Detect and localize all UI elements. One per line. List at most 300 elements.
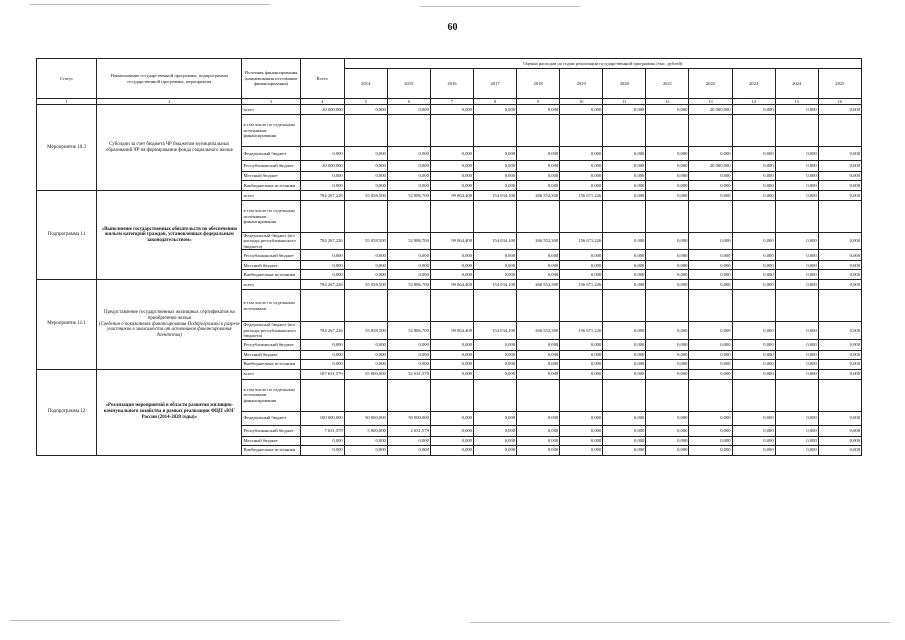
column-index: 8 [473, 99, 516, 105]
cell-year-value [560, 115, 603, 147]
cell-year-value: 55 058,500 [344, 280, 387, 290]
cell-year-value: 0,000 [646, 161, 689, 172]
cell-year-value [818, 115, 861, 147]
cell-year-value: 0,000 [603, 261, 646, 270]
cell-year-value: 0,000 [344, 161, 387, 172]
cell-year-value: 55 058,500 [344, 191, 387, 201]
cell-year-value [732, 379, 775, 411]
cell-year-value [473, 201, 516, 233]
cell-year-value: 0,000 [646, 369, 689, 379]
cell-year-value: 0,000 [473, 369, 516, 379]
column-index: 7 [430, 99, 473, 105]
cell-year-value [473, 379, 516, 411]
cell-year-value: 0,000 [387, 172, 430, 181]
header-status: Статус [37, 59, 97, 99]
cell-year-value [344, 115, 387, 147]
scan-artifact-bottom-2 [470, 622, 890, 623]
cell-year-value: 0,000 [732, 436, 775, 445]
column-index: 3 [242, 99, 300, 105]
cell-year-value: 0,000 [560, 161, 603, 172]
row-name [97, 369, 242, 455]
cell-year-value: 0,000 [560, 425, 603, 436]
cell-year-value: 0,000 [603, 369, 646, 379]
cell-year-value: 0,000 [473, 261, 516, 270]
cell-total: 0,000 [300, 181, 344, 191]
row-status: Мероприятие 11.1 [37, 280, 97, 369]
cell-year-value: 0,000 [818, 105, 861, 115]
cell-year-value [560, 379, 603, 411]
cell-year-value: 0,000 [732, 181, 775, 191]
cell-year-value [603, 290, 646, 322]
cell-year-value: 156 671,226 [560, 322, 603, 339]
cell-year-value: 0,000 [560, 250, 603, 261]
cell-year-value: 0,000 [430, 411, 473, 425]
cell-total: 784 267,226 [300, 191, 344, 201]
cell-year-value: 0,000 [517, 425, 560, 436]
cell-year-value: 0,000 [344, 172, 387, 181]
cell-year-value: 0,000 [387, 436, 430, 445]
cell-year-value: 266 552,300 [517, 322, 560, 339]
cell-year-value: 0,000 [473, 270, 516, 280]
cell-year-value: 20 000,000 [689, 105, 732, 115]
cell-total: 784 267,226 [300, 322, 344, 339]
cell-year-value: 0,000 [689, 322, 732, 339]
cell-year-value: 0,000 [775, 172, 818, 181]
cell-year-value: 2 631,579 [387, 425, 430, 436]
cell-year-value: 154 034,100 [473, 322, 516, 339]
table-row [37, 191, 862, 201]
cell-total [300, 115, 344, 147]
header-year: 2014 [344, 69, 387, 99]
cell-year-value [560, 290, 603, 322]
column-index: 14 [732, 99, 775, 105]
cell-year-value: 0,000 [775, 369, 818, 379]
cell-year-value: 0,000 [689, 270, 732, 280]
cell-year-value: 0,000 [689, 250, 732, 261]
cell-year-value: 0,000 [473, 181, 516, 191]
cell-year-value [689, 201, 732, 233]
cell-year-value: 0,000 [430, 425, 473, 436]
column-index: 16 [818, 99, 861, 105]
table-body [37, 105, 862, 455]
cell-year-value: 0,000 [603, 161, 646, 172]
cell-year-value: 0,000 [560, 411, 603, 425]
cell-year-value: 0,000 [818, 161, 861, 172]
cell-year-value: 0,000 [689, 339, 732, 350]
cell-year-value: 0,000 [732, 322, 775, 339]
cell-year-value: 0,000 [560, 181, 603, 191]
cell-year-value: 0,000 [387, 339, 430, 350]
cell-year-value: 0,000 [775, 105, 818, 115]
cell-year-value: 0,000 [603, 322, 646, 339]
cell-year-value: 0,000 [646, 350, 689, 359]
cell-year-value: 0,000 [387, 445, 430, 455]
cell-year-value: 0,000 [517, 339, 560, 350]
cell-year-value [430, 201, 473, 233]
cell-year-value: 0,000 [430, 350, 473, 359]
cell-total: 0,000 [300, 436, 344, 445]
cell-year-value: 52 886,700 [387, 322, 430, 339]
cell-year-value: 0,000 [775, 359, 818, 369]
cell-year-value: 0,000 [517, 350, 560, 359]
cell-year-value: 55 000,000 [344, 369, 387, 379]
cell-total: 100 000,000 [300, 411, 344, 425]
cell-year-value [603, 379, 646, 411]
cell-year-value: 0,000 [387, 181, 430, 191]
cell-year-value [387, 379, 430, 411]
cell-total: 0,000 [300, 350, 344, 359]
cell-year-value: 0,000 [689, 369, 732, 379]
cell-year-value: 0,000 [732, 359, 775, 369]
row-source: Внебюджетные источники [242, 270, 300, 280]
cell-year-value: 0,000 [818, 172, 861, 181]
cell-year-value: 99 064,400 [430, 322, 473, 339]
cell-year-value: 0,000 [517, 105, 560, 115]
cell-year-value [689, 379, 732, 411]
cell-year-value: 0,000 [818, 445, 861, 455]
cell-year-value: 0,000 [689, 425, 732, 436]
cell-year-value: 0,000 [344, 270, 387, 280]
cell-year-value: 0,000 [603, 436, 646, 445]
cell-year-value: 0,000 [732, 105, 775, 115]
row-source: в том числе по отдельным источникам [242, 290, 300, 322]
cell-year-value: 0,000 [603, 233, 646, 250]
cell-year-value: 0,000 [646, 436, 689, 445]
row-source: Федеральный бюджет [242, 411, 300, 425]
row-name-text: «Реализация мероприятий в области развития жилищно-коммунального хозяйства в рамках реализации ФЦП «ЮГ России (2014-2020 годы)» [103, 403, 235, 420]
header-year: 2020 [603, 69, 646, 99]
cell-year-value: 0,000 [818, 359, 861, 369]
cell-year-value [344, 379, 387, 411]
cell-year-value: 156 671,226 [560, 233, 603, 250]
cell-year-value: 20 000,000 [689, 161, 732, 172]
cell-year-value: 0,000 [387, 147, 430, 161]
cell-total: 20 000,000 [300, 105, 344, 115]
cell-year-value: 0,000 [517, 411, 560, 425]
row-source: Федеральный бюджет [242, 147, 300, 161]
cell-year-value: 0,000 [387, 105, 430, 115]
cell-year-value: 0,000 [430, 261, 473, 270]
cell-year-value: 0,000 [818, 233, 861, 250]
cell-total: 0,000 [300, 359, 344, 369]
cell-year-value: 0,000 [603, 425, 646, 436]
cell-year-value: 0,000 [775, 436, 818, 445]
cell-year-value [517, 379, 560, 411]
row-source: всего [242, 191, 300, 201]
column-index: 11 [603, 99, 646, 105]
cell-year-value: 0,000 [732, 270, 775, 280]
cell-year-value: 266 552,300 [517, 191, 560, 201]
cell-year-value: 0,000 [387, 359, 430, 369]
cell-year-value [818, 201, 861, 233]
cell-year-value: 0,000 [689, 359, 732, 369]
header-year: 2019 [560, 69, 603, 99]
cell-total: 784 267,226 [300, 233, 344, 250]
header-name: Наименование государственной программы, подпрограммы государственной программы, мероприятия [97, 59, 242, 99]
cell-year-value [689, 290, 732, 322]
cell-year-value: 0,000 [775, 322, 818, 339]
cell-year-value: 0,000 [775, 250, 818, 261]
cell-year-value: 0,000 [603, 191, 646, 201]
cell-year-value: 0,000 [517, 436, 560, 445]
cell-year-value: 0,000 [344, 436, 387, 445]
cell-year-value: 0,000 [646, 147, 689, 161]
cell-year-value: 0,000 [473, 445, 516, 455]
cell-year-value: 0,000 [430, 369, 473, 379]
row-source: в том числе по отдельным источникам финансирования [242, 115, 300, 147]
cell-year-value: 0,000 [560, 339, 603, 350]
cell-year-value: 0,000 [646, 359, 689, 369]
cell-year-value: 0,000 [517, 369, 560, 379]
cell-year-value: 0,000 [732, 250, 775, 261]
cell-total: 0,000 [300, 172, 344, 181]
header-year: 2017 [473, 69, 516, 99]
cell-year-value [430, 115, 473, 147]
cell-year-value: 0,000 [646, 339, 689, 350]
header-year: 2021 [646, 69, 689, 99]
cell-year-value: 0,000 [344, 350, 387, 359]
cell-year-value: 0,000 [818, 191, 861, 201]
row-source: Федеральный бюджет (все расходы республиканского бюджета) [242, 233, 300, 250]
cell-year-value: 0,000 [560, 270, 603, 280]
cell-year-value: 0,000 [344, 250, 387, 261]
cell-year-value: 0,000 [689, 350, 732, 359]
cell-year-value: 0,000 [732, 233, 775, 250]
cell-year-value: 0,000 [775, 339, 818, 350]
cell-year-value: 0,000 [689, 436, 732, 445]
header-year: 2023 [732, 69, 775, 99]
cell-year-value [387, 115, 430, 147]
cell-year-value: 0,000 [603, 270, 646, 280]
cell-year-value: 0,000 [473, 105, 516, 115]
row-source: Местный бюджет [242, 261, 300, 270]
cell-year-value: 0,000 [473, 411, 516, 425]
cell-year-value [775, 201, 818, 233]
cell-year-value: 0,000 [473, 161, 516, 172]
cell-year-value: 0,000 [646, 280, 689, 290]
cell-year-value: 0,000 [387, 261, 430, 270]
scan-artifact-top [30, 4, 270, 5]
cell-year-value: 154 034,100 [473, 280, 516, 290]
row-source: Местный бюджет [242, 436, 300, 445]
column-index: 9 [517, 99, 560, 105]
cell-year-value: 0,000 [818, 181, 861, 191]
cell-year-value [689, 115, 732, 147]
cell-year-value [517, 201, 560, 233]
cell-year-value: 0,000 [473, 250, 516, 261]
cell-year-value [775, 290, 818, 322]
row-name [97, 280, 242, 369]
row-source: Внебюджетные источники [242, 359, 300, 369]
cell-year-value: 0,000 [646, 270, 689, 280]
cell-year-value: 0,000 [344, 445, 387, 455]
row-source: Местный бюджет [242, 350, 300, 359]
cell-year-value: 0,000 [818, 339, 861, 350]
cell-year-value: 0,000 [689, 172, 732, 181]
cell-year-value: 0,000 [818, 261, 861, 270]
cell-year-value [473, 290, 516, 322]
cell-year-value: 52 886,700 [387, 191, 430, 201]
cell-year-value: 0,000 [430, 147, 473, 161]
cell-total [300, 290, 344, 322]
cell-year-value: 0,000 [818, 280, 861, 290]
cell-year-value: 0,000 [689, 445, 732, 455]
cell-year-value: 0,000 [560, 350, 603, 359]
cell-year-value: 0,000 [430, 181, 473, 191]
cell-year-value: 0,000 [646, 250, 689, 261]
cell-year-value: 0,000 [689, 181, 732, 191]
row-name-text: «Выполнение государственных обязательств по обеспечению жильем категорий граждан, установленных федеральным законодательством» [101, 226, 237, 244]
cell-year-value: 0,000 [818, 369, 861, 379]
cell-year-value: 0,000 [560, 359, 603, 369]
cell-year-value: 0,000 [517, 172, 560, 181]
cell-year-value: 0,000 [689, 261, 732, 270]
row-name-text: Предоставление государственных жилищных сертификатов на приобретение жилья [103, 309, 235, 321]
cell-year-value: 0,000 [603, 280, 646, 290]
cell-year-value: 0,000 [732, 445, 775, 455]
cell-year-value: 0,000 [732, 161, 775, 172]
column-index: 5 [344, 99, 387, 105]
row-status: Мероприятие 10.3 [37, 105, 97, 191]
cell-year-value: 0,000 [775, 425, 818, 436]
cell-year-value: 52 886,700 [387, 280, 430, 290]
cell-year-value: 0,000 [689, 280, 732, 290]
row-source: всего [242, 105, 300, 115]
cell-year-value: 0,000 [430, 161, 473, 172]
cell-year-value: 0,000 [603, 147, 646, 161]
cell-total: 0,000 [300, 270, 344, 280]
cell-year-value: 0,000 [775, 161, 818, 172]
cell-year-value: 0,000 [646, 322, 689, 339]
cell-year-value: 0,000 [473, 147, 516, 161]
cell-year-value [646, 379, 689, 411]
row-source: в том числе по отдельным источникам финансирования [242, 201, 300, 233]
cell-year-value: 0,000 [775, 147, 818, 161]
cell-year-value: 0,000 [732, 369, 775, 379]
cell-year-value: 0,000 [344, 181, 387, 191]
cell-year-value: 0,000 [775, 270, 818, 280]
cell-year-value: 0,000 [775, 280, 818, 290]
column-index: 1 [37, 99, 97, 105]
cell-year-value: 55 058,500 [344, 233, 387, 250]
cell-year-value: 266 552,300 [517, 280, 560, 290]
cell-total: 0,000 [300, 147, 344, 161]
cell-year-value: 0,000 [473, 359, 516, 369]
table-row [37, 105, 862, 115]
cell-year-value: 99 064,400 [430, 191, 473, 201]
header-total: Всего [300, 59, 344, 99]
cell-year-value: 0,000 [732, 411, 775, 425]
column-index: 15 [775, 99, 818, 105]
cell-year-value: 0,000 [430, 172, 473, 181]
cell-year-value: 0,000 [517, 147, 560, 161]
cell-year-value: 0,000 [689, 191, 732, 201]
cell-year-value: 0,000 [603, 339, 646, 350]
cell-year-value [603, 201, 646, 233]
cell-year-value: 0,000 [517, 445, 560, 455]
cell-year-value: 0,000 [517, 250, 560, 261]
cell-year-value: 0,000 [732, 261, 775, 270]
header-year: 2024 [775, 69, 818, 99]
cell-year-value: 0,000 [646, 425, 689, 436]
cell-year-value: 0,000 [818, 436, 861, 445]
header-year: 2018 [517, 69, 560, 99]
cell-year-value: 52 631,579 [387, 369, 430, 379]
cell-year-value [818, 379, 861, 411]
cell-year-value [344, 290, 387, 322]
cell-total: 0,000 [300, 445, 344, 455]
cell-year-value: 0,000 [646, 233, 689, 250]
row-source: в том числе по отдельным источникам финансирования [242, 379, 300, 411]
cell-year-value: 52 886,700 [387, 233, 430, 250]
scan-artifact-top-2 [420, 6, 580, 7]
cell-year-value: 154 034,100 [473, 233, 516, 250]
cell-year-value [430, 290, 473, 322]
cell-year-value: 0,000 [775, 191, 818, 201]
cell-year-value: 0,000 [344, 147, 387, 161]
cell-year-value: 0,000 [430, 339, 473, 350]
cell-year-value: 0,000 [689, 411, 732, 425]
cell-total: 0,000 [300, 250, 344, 261]
cell-year-value: 0,000 [560, 147, 603, 161]
cell-year-value: 0,000 [560, 105, 603, 115]
cell-total [300, 379, 344, 411]
cell-year-value: 0,000 [775, 233, 818, 250]
cell-year-value: 0,000 [473, 339, 516, 350]
cell-year-value: 0,000 [603, 359, 646, 369]
cell-year-value: 0,000 [344, 105, 387, 115]
column-index: 10 [560, 99, 603, 105]
table-row [37, 369, 862, 379]
cell-year-value [732, 201, 775, 233]
header-year: 2025 [818, 69, 861, 99]
cell-year-value: 0,000 [387, 250, 430, 261]
cell-year-value: 0,000 [430, 436, 473, 445]
cell-year-value [387, 290, 430, 322]
cell-total: 0,000 [300, 339, 344, 350]
cell-year-value: 0,000 [775, 261, 818, 270]
header-year: 2015 [387, 69, 430, 99]
cell-year-value: 266 552,300 [517, 233, 560, 250]
cell-year-value: 0,000 [732, 280, 775, 290]
cell-year-value: 50 000,000 [344, 411, 387, 425]
cell-year-value: 0,000 [430, 105, 473, 115]
cell-year-value: 0,000 [560, 172, 603, 181]
cell-year-value: 156 671,226 [560, 280, 603, 290]
cell-year-value: 0,000 [818, 270, 861, 280]
cell-year-value: 99 064,400 [430, 280, 473, 290]
cell-total: 0,000 [300, 261, 344, 270]
cell-year-value: 0,000 [517, 161, 560, 172]
header-source: Источник финансирования (наименования источников финансирования) [242, 59, 300, 99]
cell-year-value: 0,000 [732, 425, 775, 436]
cell-year-value: 0,000 [646, 445, 689, 455]
cell-year-value: 0,000 [732, 172, 775, 181]
column-index: 12 [646, 99, 689, 105]
row-source: Республиканский бюджет [242, 339, 300, 350]
cell-year-value [775, 379, 818, 411]
cell-year-value: 0,000 [646, 105, 689, 115]
cell-year-value: 0,000 [818, 322, 861, 339]
row-status: Подпрограмма 12 [37, 369, 97, 455]
row-source: Местный бюджет [242, 172, 300, 181]
cell-year-value: 0,000 [603, 250, 646, 261]
cell-year-value: 0,000 [560, 261, 603, 270]
row-source: Республиканский бюджет [242, 250, 300, 261]
table-row [37, 280, 862, 290]
cell-year-value [517, 290, 560, 322]
cell-year-value: 0,000 [603, 411, 646, 425]
